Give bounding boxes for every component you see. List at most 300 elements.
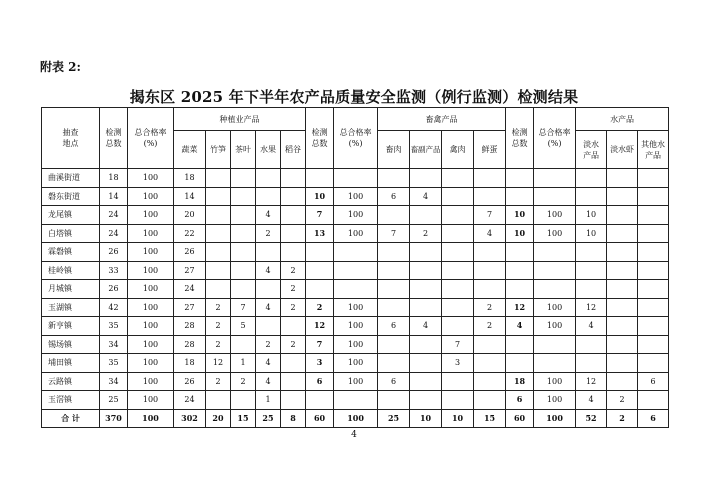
cell-tea	[231, 335, 256, 354]
cell-tea	[231, 224, 256, 243]
cell-r2: 100	[334, 187, 378, 206]
cell-egg	[474, 169, 506, 188]
cell-other	[638, 335, 669, 354]
cell-location: 月城镇	[42, 280, 100, 299]
header-freshwater: 淡水产品	[576, 131, 607, 169]
table-row	[42, 187, 669, 206]
cell-c1: 35	[100, 317, 128, 336]
cell-other	[638, 298, 669, 317]
cell-r3: 100	[534, 391, 576, 410]
cell-rice	[281, 206, 306, 225]
cell-veg: 22	[174, 224, 206, 243]
cell-fw: 12	[576, 372, 607, 391]
cell-rice: 2	[281, 280, 306, 299]
cell-shrimp	[607, 280, 638, 299]
cell-r2	[334, 280, 378, 299]
table-row	[42, 206, 669, 225]
cell-bamboo	[206, 261, 231, 280]
cell-fruit: 4	[256, 354, 281, 373]
cell-fruit	[256, 187, 281, 206]
cell-fw	[576, 354, 607, 373]
cell-egg	[474, 372, 506, 391]
cell-c2: 13	[306, 224, 334, 243]
cell-c3	[506, 169, 534, 188]
cell-c3: 12	[506, 298, 534, 317]
cell-poultry: 3	[442, 354, 474, 373]
cell-rice	[281, 391, 306, 410]
cell-r2: 100	[334, 206, 378, 225]
cell-other: 6	[638, 409, 669, 427]
cell-r3: 100	[534, 206, 576, 225]
cell-c2	[306, 169, 334, 188]
cell-location: 磐东街道	[42, 187, 100, 206]
header-bamboo: 竹笋	[206, 131, 231, 169]
header-location: 抽查 地点	[42, 108, 100, 169]
cell-poultry	[442, 372, 474, 391]
cell-r3	[534, 354, 576, 373]
header-livestock-count: 检测 总数	[306, 108, 334, 169]
cell-rice	[281, 354, 306, 373]
cell-c2	[306, 280, 334, 299]
header-fruit: 水果	[256, 131, 281, 169]
cell-meat: 6	[378, 372, 410, 391]
cell-other	[638, 280, 669, 299]
cell-r1: 100	[128, 187, 174, 206]
header-total-rate: 总合格率 (%)	[128, 108, 174, 169]
cell-rice: 8	[281, 409, 306, 427]
table-row	[42, 372, 669, 391]
cell-c3	[506, 187, 534, 206]
cell-fruit	[256, 280, 281, 299]
cell-location: 新亨镇	[42, 317, 100, 336]
cell-fw	[576, 261, 607, 280]
cell-by	[410, 298, 442, 317]
cell-r2: 100	[334, 317, 378, 336]
cell-tea	[231, 243, 256, 262]
cell-c1: 14	[100, 187, 128, 206]
cell-fw: 52	[576, 409, 607, 427]
cell-egg: 2	[474, 317, 506, 336]
cell-egg: 7	[474, 206, 506, 225]
cell-fw: 4	[576, 317, 607, 336]
cell-fruit	[256, 169, 281, 188]
cell-egg	[474, 280, 506, 299]
cell-fruit: 4	[256, 298, 281, 317]
table-row	[42, 280, 669, 299]
cell-egg	[474, 261, 506, 280]
cell-c1: 34	[100, 335, 128, 354]
cell-bamboo	[206, 280, 231, 299]
cell-veg: 27	[174, 298, 206, 317]
cell-location: 锡场镇	[42, 335, 100, 354]
cell-c3: 10	[506, 206, 534, 225]
cell-meat	[378, 391, 410, 410]
cell-c2: 3	[306, 354, 334, 373]
cell-meat: 6	[378, 317, 410, 336]
cell-meat	[378, 335, 410, 354]
cell-meat	[378, 243, 410, 262]
cell-c2: 7	[306, 206, 334, 225]
cell-c1: 42	[100, 298, 128, 317]
cell-r2: 100	[334, 354, 378, 373]
cell-veg: 28	[174, 317, 206, 336]
cell-poultry	[442, 187, 474, 206]
cell-r3	[534, 280, 576, 299]
cell-fruit: 4	[256, 206, 281, 225]
header-livestock-group: 畜禽产品	[378, 108, 506, 131]
cell-r2: 100	[334, 298, 378, 317]
cell-other	[638, 243, 669, 262]
header-rice: 稻谷	[281, 131, 306, 169]
cell-c2: 2	[306, 298, 334, 317]
cell-by	[410, 243, 442, 262]
cell-tea	[231, 261, 256, 280]
cell-bamboo: 20	[206, 409, 231, 427]
table-row	[42, 391, 669, 410]
cell-r3: 100	[534, 298, 576, 317]
cell-meat	[378, 280, 410, 299]
cell-by: 2	[410, 224, 442, 243]
cell-poultry	[442, 243, 474, 262]
cell-tea	[231, 169, 256, 188]
cell-fw: 10	[576, 206, 607, 225]
cell-poultry	[442, 169, 474, 188]
cell-location: 埔田镇	[42, 354, 100, 373]
cell-other	[638, 391, 669, 410]
cell-other: 6	[638, 372, 669, 391]
cell-location: 玉滘镇	[42, 391, 100, 410]
cell-rice: 2	[281, 335, 306, 354]
cell-c2	[306, 391, 334, 410]
cell-r1: 100	[128, 409, 174, 427]
table-row	[42, 354, 669, 373]
cell-fw: 10	[576, 224, 607, 243]
cell-other	[638, 187, 669, 206]
cell-egg: 4	[474, 224, 506, 243]
cell-location: 霖磐镇	[42, 243, 100, 262]
cell-rice	[281, 317, 306, 336]
cell-by	[410, 354, 442, 373]
cell-c2: 10	[306, 187, 334, 206]
cell-rice: 2	[281, 261, 306, 280]
cell-egg	[474, 391, 506, 410]
header-aquatic-rate: 总合格率 (%)	[534, 108, 576, 169]
cell-bamboo	[206, 169, 231, 188]
cell-tea: 7	[231, 298, 256, 317]
header-egg: 鲜蛋	[474, 131, 506, 169]
cell-r2: 100	[334, 224, 378, 243]
cell-meat	[378, 298, 410, 317]
cell-c1: 370	[100, 409, 128, 427]
cell-bamboo: 2	[206, 317, 231, 336]
cell-fruit: 4	[256, 261, 281, 280]
cell-meat: 6	[378, 187, 410, 206]
cell-c1: 24	[100, 224, 128, 243]
cell-veg: 26	[174, 243, 206, 262]
cell-c3: 6	[506, 391, 534, 410]
cell-poultry	[442, 206, 474, 225]
header-total-count: 检测 总数	[100, 108, 128, 169]
table-row	[42, 261, 669, 280]
cell-other	[638, 224, 669, 243]
cell-r3	[534, 187, 576, 206]
cell-by	[410, 169, 442, 188]
cell-veg: 14	[174, 187, 206, 206]
cell-location: 白塔镇	[42, 224, 100, 243]
cell-bamboo	[206, 243, 231, 262]
cell-c2	[306, 243, 334, 262]
cell-location: 桂岭镇	[42, 261, 100, 280]
table-row	[42, 169, 669, 188]
cell-r3: 100	[534, 409, 576, 427]
cell-r1: 100	[128, 280, 174, 299]
cell-c3	[506, 261, 534, 280]
cell-egg	[474, 243, 506, 262]
cell-poultry: 10	[442, 409, 474, 427]
cell-egg	[474, 354, 506, 373]
header-vegetable: 蔬菜	[174, 131, 206, 169]
cell-r2: 100	[334, 372, 378, 391]
cell-c2: 60	[306, 409, 334, 427]
cell-location: 合 计	[42, 409, 100, 427]
cell-fw	[576, 243, 607, 262]
cell-fw	[576, 335, 607, 354]
cell-bamboo	[206, 187, 231, 206]
cell-shrimp	[607, 335, 638, 354]
header-planting-group: 种植业产品	[174, 108, 306, 131]
table-row	[42, 317, 669, 336]
cell-rice	[281, 169, 306, 188]
cell-r2: 100	[334, 335, 378, 354]
cell-location: 龙尾镇	[42, 206, 100, 225]
cell-veg: 26	[174, 372, 206, 391]
cell-c3	[506, 354, 534, 373]
cell-bamboo: 2	[206, 372, 231, 391]
cell-veg: 20	[174, 206, 206, 225]
cell-other	[638, 317, 669, 336]
cell-bamboo	[206, 224, 231, 243]
cell-fruit: 2	[256, 224, 281, 243]
cell-r2	[334, 391, 378, 410]
cell-tea	[231, 187, 256, 206]
cell-r2: 100	[334, 409, 378, 427]
cell-c1: 34	[100, 372, 128, 391]
cell-bamboo: 2	[206, 335, 231, 354]
cell-veg: 18	[174, 354, 206, 373]
cell-c1: 33	[100, 261, 128, 280]
cell-r3: 100	[534, 372, 576, 391]
cell-rice: 2	[281, 298, 306, 317]
table-row	[42, 243, 669, 262]
cell-veg: 302	[174, 409, 206, 427]
header-shrimp: 淡水虾	[607, 131, 638, 169]
cell-shrimp	[607, 317, 638, 336]
table-row	[42, 298, 669, 317]
cell-by: 4	[410, 187, 442, 206]
cell-r1: 100	[128, 354, 174, 373]
header-livestock-rate: 总合格率 (%)	[334, 108, 378, 169]
cell-shrimp	[607, 224, 638, 243]
cell-poultry: 7	[442, 335, 474, 354]
cell-c3: 10	[506, 224, 534, 243]
cell-r3: 100	[534, 224, 576, 243]
header-poultry: 禽肉	[442, 131, 474, 169]
cell-shrimp	[607, 169, 638, 188]
cell-meat: 7	[378, 224, 410, 243]
cell-c1: 24	[100, 206, 128, 225]
cell-meat	[378, 354, 410, 373]
cell-veg: 24	[174, 280, 206, 299]
cell-other	[638, 354, 669, 373]
cell-veg: 27	[174, 261, 206, 280]
cell-bamboo: 12	[206, 354, 231, 373]
cell-fruit: 25	[256, 409, 281, 427]
header-aquatic-group: 水产品	[576, 108, 669, 131]
cell-other	[638, 169, 669, 188]
cell-rice	[281, 372, 306, 391]
cell-r1: 100	[128, 243, 174, 262]
cell-c3: 18	[506, 372, 534, 391]
cell-by	[410, 391, 442, 410]
cell-c1: 35	[100, 354, 128, 373]
cell-tea: 5	[231, 317, 256, 336]
cell-r3	[534, 243, 576, 262]
cell-fruit: 4	[256, 372, 281, 391]
cell-tea	[231, 391, 256, 410]
header-other-aquatic: 其他水产品	[638, 131, 669, 169]
cell-r2	[334, 243, 378, 262]
cell-shrimp	[607, 206, 638, 225]
cell-c2: 12	[306, 317, 334, 336]
cell-poultry	[442, 391, 474, 410]
cell-other	[638, 206, 669, 225]
cell-poultry	[442, 298, 474, 317]
cell-tea: 2	[231, 372, 256, 391]
table-row	[42, 224, 669, 243]
cell-fw	[576, 280, 607, 299]
cell-egg: 2	[474, 298, 506, 317]
cell-r1: 100	[128, 317, 174, 336]
cell-meat: 25	[378, 409, 410, 427]
cell-rice	[281, 224, 306, 243]
header-byproduct: 畜副产品	[410, 131, 442, 169]
cell-tea	[231, 280, 256, 299]
cell-c3	[506, 335, 534, 354]
cell-r3	[534, 169, 576, 188]
cell-tea: 15	[231, 409, 256, 427]
cell-c3	[506, 280, 534, 299]
cell-tea	[231, 206, 256, 225]
cell-shrimp: 2	[607, 391, 638, 410]
header-aquatic-count: 检测 总数	[506, 108, 534, 169]
cell-rice	[281, 187, 306, 206]
cell-r1: 100	[128, 372, 174, 391]
cell-egg	[474, 335, 506, 354]
cell-meat	[378, 206, 410, 225]
cell-c3	[506, 243, 534, 262]
cell-by: 10	[410, 409, 442, 427]
cell-r1: 100	[128, 391, 174, 410]
cell-by	[410, 335, 442, 354]
cell-poultry	[442, 224, 474, 243]
cell-r2	[334, 261, 378, 280]
header-tea: 茶叶	[231, 131, 256, 169]
cell-by	[410, 261, 442, 280]
cell-by	[410, 206, 442, 225]
cell-shrimp	[607, 261, 638, 280]
cell-r3	[534, 335, 576, 354]
cell-fruit: 2	[256, 335, 281, 354]
cell-shrimp	[607, 354, 638, 373]
cell-fruit	[256, 317, 281, 336]
cell-shrimp: 2	[607, 409, 638, 427]
cell-veg: 24	[174, 391, 206, 410]
cell-meat	[378, 169, 410, 188]
cell-r1: 100	[128, 298, 174, 317]
cell-shrimp	[607, 187, 638, 206]
cell-by	[410, 280, 442, 299]
cell-poultry	[442, 317, 474, 336]
cell-bamboo: 2	[206, 298, 231, 317]
cell-c1: 18	[100, 169, 128, 188]
cell-poultry	[442, 261, 474, 280]
page-number: 4	[351, 430, 357, 440]
cell-shrimp	[607, 298, 638, 317]
cell-by	[410, 372, 442, 391]
cell-meat	[378, 261, 410, 280]
cell-c3: 4	[506, 317, 534, 336]
cell-c1: 25	[100, 391, 128, 410]
cell-fw	[576, 169, 607, 188]
cell-c2	[306, 261, 334, 280]
cell-r3	[534, 261, 576, 280]
cell-fw	[576, 187, 607, 206]
cell-tea: 1	[231, 354, 256, 373]
cell-c1: 26	[100, 280, 128, 299]
cell-fruit: 1	[256, 391, 281, 410]
cell-r1: 100	[128, 261, 174, 280]
cell-fruit	[256, 243, 281, 262]
table-row	[42, 335, 669, 354]
cell-r3: 100	[534, 317, 576, 336]
cell-bamboo	[206, 206, 231, 225]
cell-fw: 12	[576, 298, 607, 317]
cell-r1: 100	[128, 206, 174, 225]
cell-veg: 28	[174, 335, 206, 354]
results-table	[41, 107, 669, 428]
cell-r1: 100	[128, 169, 174, 188]
appendix-label: 附表 2:	[40, 60, 81, 74]
cell-location: 玉湖镇	[42, 298, 100, 317]
cell-r1: 100	[128, 335, 174, 354]
cell-other	[638, 261, 669, 280]
cell-r1: 100	[128, 224, 174, 243]
cell-by: 4	[410, 317, 442, 336]
cell-location: 云路镇	[42, 372, 100, 391]
cell-shrimp	[607, 372, 638, 391]
cell-rice	[281, 243, 306, 262]
cell-r2	[334, 169, 378, 188]
cell-c2: 7	[306, 335, 334, 354]
cell-bamboo	[206, 391, 231, 410]
document-title: 揭东区 2025 年下半年农产品质量安全监测（例行监测）检测结果	[129, 88, 579, 106]
cell-c3: 60	[506, 409, 534, 427]
cell-location: 曲溪街道	[42, 169, 100, 188]
header-meat: 畜肉	[378, 131, 410, 169]
cell-c1: 26	[100, 243, 128, 262]
cell-egg	[474, 187, 506, 206]
cell-c2: 6	[306, 372, 334, 391]
